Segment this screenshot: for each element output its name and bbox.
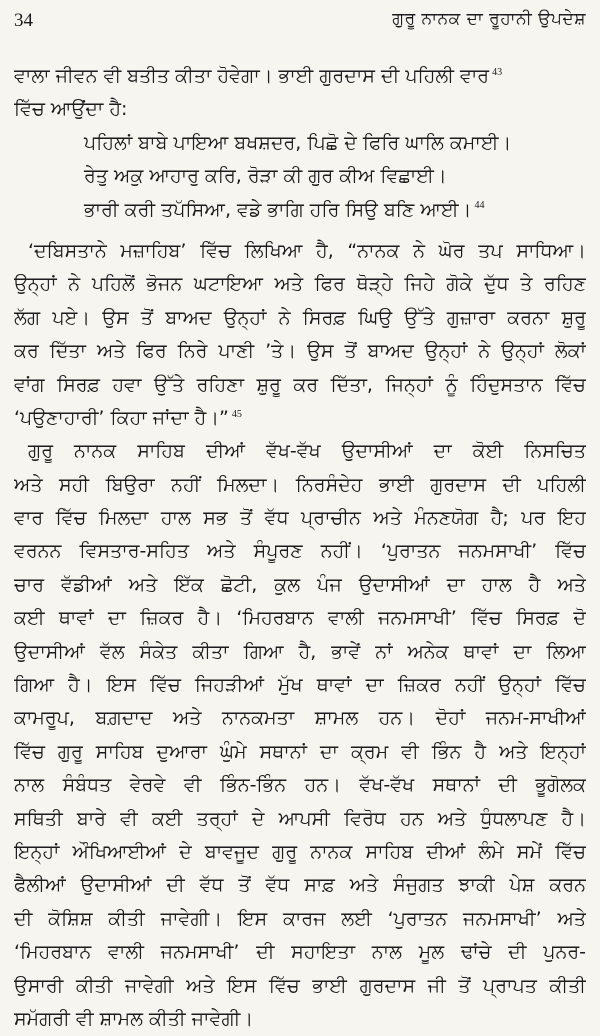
text-line: ਵਿੱਚ ਗੁਰੂ ਸਾਹਿਬ ਦੁਆਰਾ ਘੁੰਮੇ ਸਥਾਨਾਂ ਦਾ ਕ੍ਰਮ ਵੀ ਭਿੰਨ ਹੈ ਅਤੇ ਇਨ੍ਹਾਂ [14,740,586,763]
paragraph-gap [14,227,586,235]
text-line: ਨਾਲ ਸੰਬੰਧਤ ਵੇਰਵੇ ਵੀ ਭਿੰਨ-ਭਿੰਨ ਹਨ। ਵੱਖ-ਵੱਖ ਸਥਾਨਾਂ ਦੀ ਭੂਗੋਲਕ [14,774,586,797]
text-line: ਸਮੱਗਰੀ ਵੀ ਸ਼ਾਮਲ ਕੀਤੀ ਜਾਵੇਗੀ। [14,1007,254,1030]
text-span: ਵਾਲਾ ਜੀਵਨ ਵੀ ਬਤੀਤ ਕੀਤਾ ਹੋਵੇਗਾ। ਭਾਈ ਗੁਰਦਾਸ ਦੀ ਪਹਿਲੀ ਵਾਰ [14,65,490,87]
text-line: ਕਾਮਰੂਪ, ਬਗ਼ਦਾਦ ਅਤੇ ਨਾਨਕਮਤਾ ਸ਼ਾਮਲ ਹਨ। ਦੋਹਾਂ ਜਨਮ-ਸਾਖੀਆਂ [14,707,586,730]
text-line: ਵਾਂਗ ਸਿਰਫ਼ ਹਵਾ ਉੱਤੇ ਰਹਿਣਾ ਸ਼ੁਰੂ ਕਰ ਦਿੱਤਾ, ਜਿਨ੍ਹਾਂ ਨੂੰ ਹਿੰਦੁਸਤਾਨ ਵਿੱਚ [14,373,586,396]
text-span: ਭਾਰੀ ਕਰੀ ਤਪੱਸਿਆ, ਵਡੇ ਭਾਗਿ ਹਰਿ ਸਿਉ ਬਣਿ ਆਈ। [84,198,472,221]
footnote-ref: 44 [474,200,485,212]
text-line: ਉਸਾਰੀ ਕੀਤੀ ਜਾਵੇਗੀ ਅਤੇ ਇਸ ਵਿੱਚ ਭਾਈ ਗੁਰਦਾਸ ਜੀ ਤੋਂ ਪ੍ਰਾਪਤ ਕੀਤੀ [14,974,586,997]
text-line: ਵਿੱਚ ਆਉਂਦਾ ਹੈ: [14,98,128,121]
text-line: ‘ਦਬਿਸਤਾਨੇ ਮਜ਼ਾਹਿਬ’ ਵਿੱਚ ਲਿਖਿਆ ਹੈ, “ਨਾਨਕ ਨੇ ਘੋਰ ਤਪ ਸਾਧਿਆ। [28,239,586,262]
text-line: ਕਰ ਦਿੱਤਾ ਅਤੇ ਫਿਰ ਨਿਰੇ ਪਾਣੀ ’ਤੇ। ਉਸ ਤੋਂ ਬਾਅਦ ਉਨ੍ਹਾਂ ਨੇ ਉਨ੍ਹਾਂ ਲੋਕਾਂ [14,340,586,363]
footnote-ref: 45 [231,408,242,420]
text-line [14,402,586,435]
text-line: ਫੈਲੀਆਂ ਉਦਾਸੀਆਂ ਦੀ ਵੱਧ ਤੋਂ ਵੱਧ ਸਾਫ਼ ਅਤੇ ਸੰਜੁਗਤ ਝਾਕੀ ਪੇਸ਼ ਕਰਨ [14,874,586,897]
text-line: ਗਿਆ ਹੈ। ਇਸ ਵਿੱਚ ਜਿਹੜੀਆਂ ਮੁੱਖ ਥਾਵਾਂ ਦਾ ਜ਼ਿਕਰ ਨਹੀਂ ਉਨ੍ਹਾਂ ਵਿੱਚ [14,674,586,697]
verse-line [14,194,586,227]
text-line: ਵਰਨਨ ਵਿਸਤਾਰ-ਸਹਿਤ ਅਤੇ ਸੰਪੂਰਣ ਨਹੀਂ। ‘ਪੁਰਾਤਨ ਜਨਮਸਾਖੀ’ ਵਿੱਚ [14,540,586,563]
text-line: ਵਾਰ ਵਿੱਚ ਮਿਲਦਾ ਹਾਲ ਸਭ ਤੋਂ ਵੱਧ ਪ੍ਰਾਚੀਨ ਅਤੇ ਮੰਨਣਯੋਗ ਹੈ; ਪਰ ਇਹ [14,507,586,530]
text-line: ‘ਮਿਹਰਬਾਨ ਵਾਲੀ ਜਨਮਸਾਖੀ’ ਦੀ ਸਹਾਇਤਾ ਨਾਲ ਮੂਲ ਢਾਂਚੇ ਦੀ ਪੁਨਰ- [14,941,586,964]
page-number: 34 [14,10,33,31]
text-line: ਲੱਗ ਪਏ। ਉਸ ਤੋਂ ਬਾਅਦ ਉਨ੍ਹਾਂ ਨੇ ਸਿਰਫ਼ ਘਿਉ ਉੱਤੇ ਗੁਜ਼ਾਰਾ ਕਰਨਾ ਸ਼ੁਰੂ [14,306,586,329]
text-line: ਕਈ ਥਾਵਾਂ ਦਾ ਜ਼ਿਕਰ ਹੈ। ‘ਮਿਹਰਬਾਨ ਵਾਲੀ ਜਨਮਸਾਖੀ’ ਵਿੱਚ ਸਿਰਫ਼ ਦੋ [14,607,586,630]
page-header [0,0,600,40]
text-line: ਗੁਰੂ ਨਾਨਕ ਸਾਹਿਬ ਦੀਆਂ ਵੱਖ-ਵੱਖ ਉਦਾਸੀਆਂ ਦਾ ਕੋਈ ਨਿਸਚਿਤ [28,440,586,463]
text-line: ਅਤੇ ਸਹੀ ਬਿਉਰਾ ਨਹੀਂ ਮਿਲਦਾ। ਨਿਰਸੰਦੇਹ ਭਾਈ ਗੁਰਦਾਸ ਦੀ ਪਹਿਲੀ [14,473,586,496]
text-line: ਦੀ ਕੋਸ਼ਿਸ਼ ਕੀਤੀ ਜਾਵੇਗੀ। ਇਸ ਕਾਰਜ ਲਈ ‘ਪੁਰਾਤਨ ਜਨਮਸਾਖੀ’ ਅਤੇ [14,907,586,930]
text-span: ‘ਪਉਣਾਹਾਰੀ’ ਕਿਹਾ ਜਾਂਦਾ ਹੈ।” [14,406,229,429]
text-line [14,60,586,93]
running-title: ਗੁਰੂ ਨਾਨਕ ਦਾ ਰੂਹਾਨੀ ਉਪਦੇਸ਼ [392,9,586,29]
verse-line: ਪਹਿਲਾਂ ਬਾਬੇ ਪਾਇਆ ਬਖਸ਼ਦਰ, ਪਿਛੋ ਦੇ ਫਿਰਿ ਘਾਲਿ ਕਮਾਈ। [84,131,512,154]
text-line: ਇਨ੍ਹਾਂ ਔਖਿਆਈਆਂ ਦੇ ਬਾਵਜੂਦ ਗੁਰੂ ਨਾਨਕ ਸਾਹਿਬ ਦੀਆਂ ਲੰਮੇ ਸਮੇਂ ਵਿੱਚ [14,840,586,863]
body-text [14,60,586,1036]
text-line: ਉਨ੍ਹਾਂ ਨੇ ਪਹਿਲੋਂ ਭੋਜਨ ਘਟਾਇਆ ਅਤੇ ਫਿਰ ਥੋੜ੍ਹੇ ਜਿਹੇ ਗੋਕੇ ਦੁੱਧ ਤੇ ਰਹਿਣ [14,273,586,296]
text-line: ਸਥਿਤੀ ਬਾਰੇ ਵੀ ਕਈ ਤਰ੍ਹਾਂ ਦੇ ਆਪਸੀ ਵਿਰੋਧ ਹਨ ਅਤੇ ਧੁੰਧਲਾਪਣ ਹੈ। [14,807,586,830]
text-line: ਚਾਰ ਵੱਡੀਆਂ ਅਤੇ ਇੱਕ ਛੋਟੀ, ਕੁਲ ਪੰਜ ਉਦਾਸੀਆਂ ਦਾ ਹਾਲ ਹੈ ਅਤੇ [14,573,586,596]
text-line: ਉਦਾਸੀਆਂ ਵੱਲ ਸੰਕੇਤ ਕੀਤਾ ਗਿਆ ਹੈ, ਭਾਵੇਂ ਨਾਂ ਅਨੇਕ ਥਾਵਾਂ ਦਾ ਲਿਆ [14,640,586,663]
verse-line: ਰੇਤੁ ਅਕੁ ਆਹਾਰੁ ਕਰਿ, ਰੋੜਾ ਕੀ ਗੁਰ ਕੀਅ ਵਿਛਾਈ। [84,165,447,188]
footnote-ref: 43 [492,66,503,78]
